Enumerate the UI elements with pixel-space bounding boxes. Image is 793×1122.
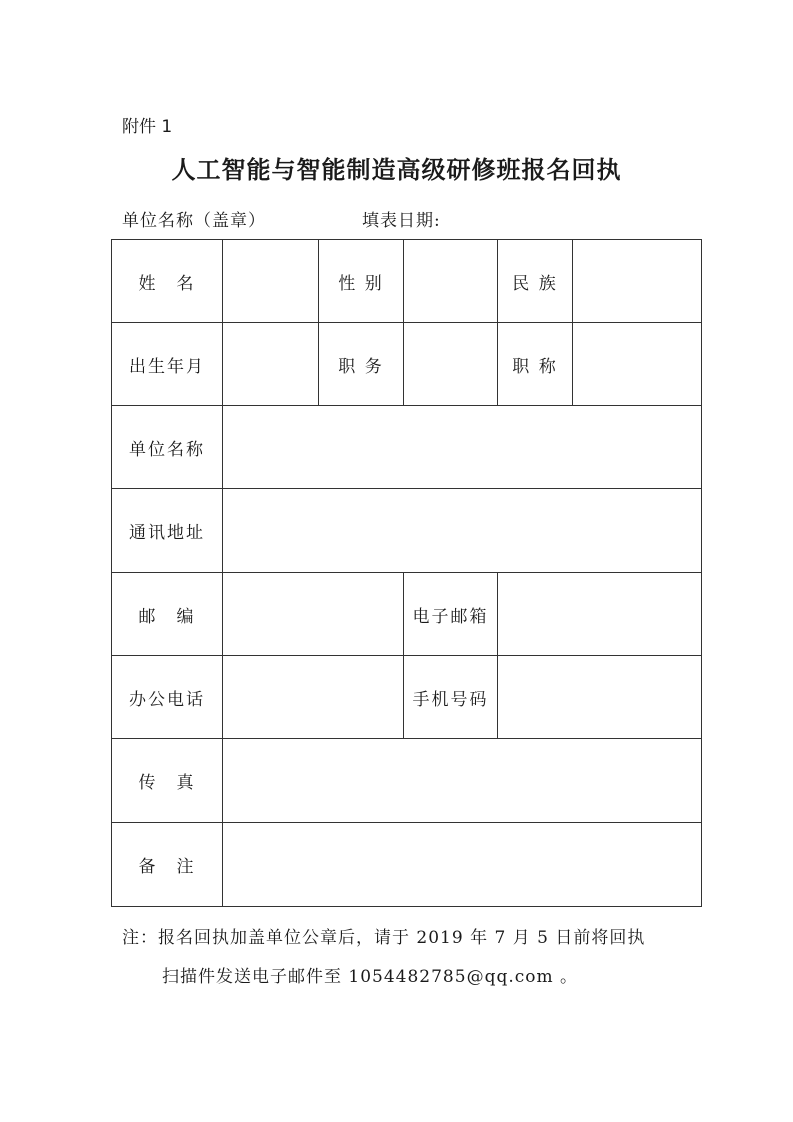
postcode-field[interactable] xyxy=(223,573,404,656)
note-line-2: 扫描件发送电子邮件至 1054482785@qq.com 。 xyxy=(162,967,579,987)
position-field[interactable] xyxy=(404,323,498,406)
name-field[interactable] xyxy=(223,240,319,323)
postcode-label: 邮 编 xyxy=(112,573,223,656)
table-row xyxy=(112,240,702,323)
table-row xyxy=(112,656,702,739)
table-row xyxy=(112,323,702,406)
attachment-label: 附件 1 xyxy=(122,117,173,137)
fill-date-label: 填表日期: xyxy=(362,211,441,231)
table-row xyxy=(112,739,702,823)
office-phone-field[interactable] xyxy=(223,656,404,739)
table-row xyxy=(112,489,702,573)
note-line-1: 注：报名回执加盖单位公章后，请于 2019 年 7 月 5 日前将回执 xyxy=(122,928,646,948)
position-label: 职 务 xyxy=(319,323,404,406)
address-label: 通讯地址 xyxy=(112,489,223,573)
fax-field[interactable] xyxy=(223,739,702,823)
address-field[interactable] xyxy=(223,489,702,573)
fax-label: 传 真 xyxy=(112,739,223,823)
office-phone-label: 办公电话 xyxy=(112,656,223,739)
email-field[interactable] xyxy=(498,573,702,656)
table-row xyxy=(112,823,702,907)
table-row xyxy=(112,406,702,489)
title-rank-label: 职 称 xyxy=(498,323,573,406)
birth-label: 出生年月 xyxy=(112,323,223,406)
page-title: 人工智能与智能制造高级研修班报名回执 xyxy=(171,155,622,184)
birth-field[interactable] xyxy=(223,323,319,406)
ethnicity-field[interactable] xyxy=(573,240,702,323)
gender-label: 性 别 xyxy=(319,240,404,323)
unit-name-label: 单位名称 xyxy=(112,406,223,489)
unit-name-field[interactable] xyxy=(223,406,702,489)
table-row xyxy=(112,573,702,656)
mobile-field[interactable] xyxy=(498,656,702,739)
name-label: 姓 名 xyxy=(112,240,223,323)
gender-field[interactable] xyxy=(404,240,498,323)
ethnicity-label: 民 族 xyxy=(498,240,573,323)
registration-form-table xyxy=(111,239,702,907)
email-label: 电子邮箱 xyxy=(404,573,498,656)
remarks-label: 备 注 xyxy=(112,823,223,907)
unit-seal-label: 单位名称（盖章） xyxy=(122,211,266,231)
mobile-label: 手机号码 xyxy=(404,656,498,739)
title-rank-field[interactable] xyxy=(573,323,702,406)
remarks-field[interactable] xyxy=(223,823,702,907)
